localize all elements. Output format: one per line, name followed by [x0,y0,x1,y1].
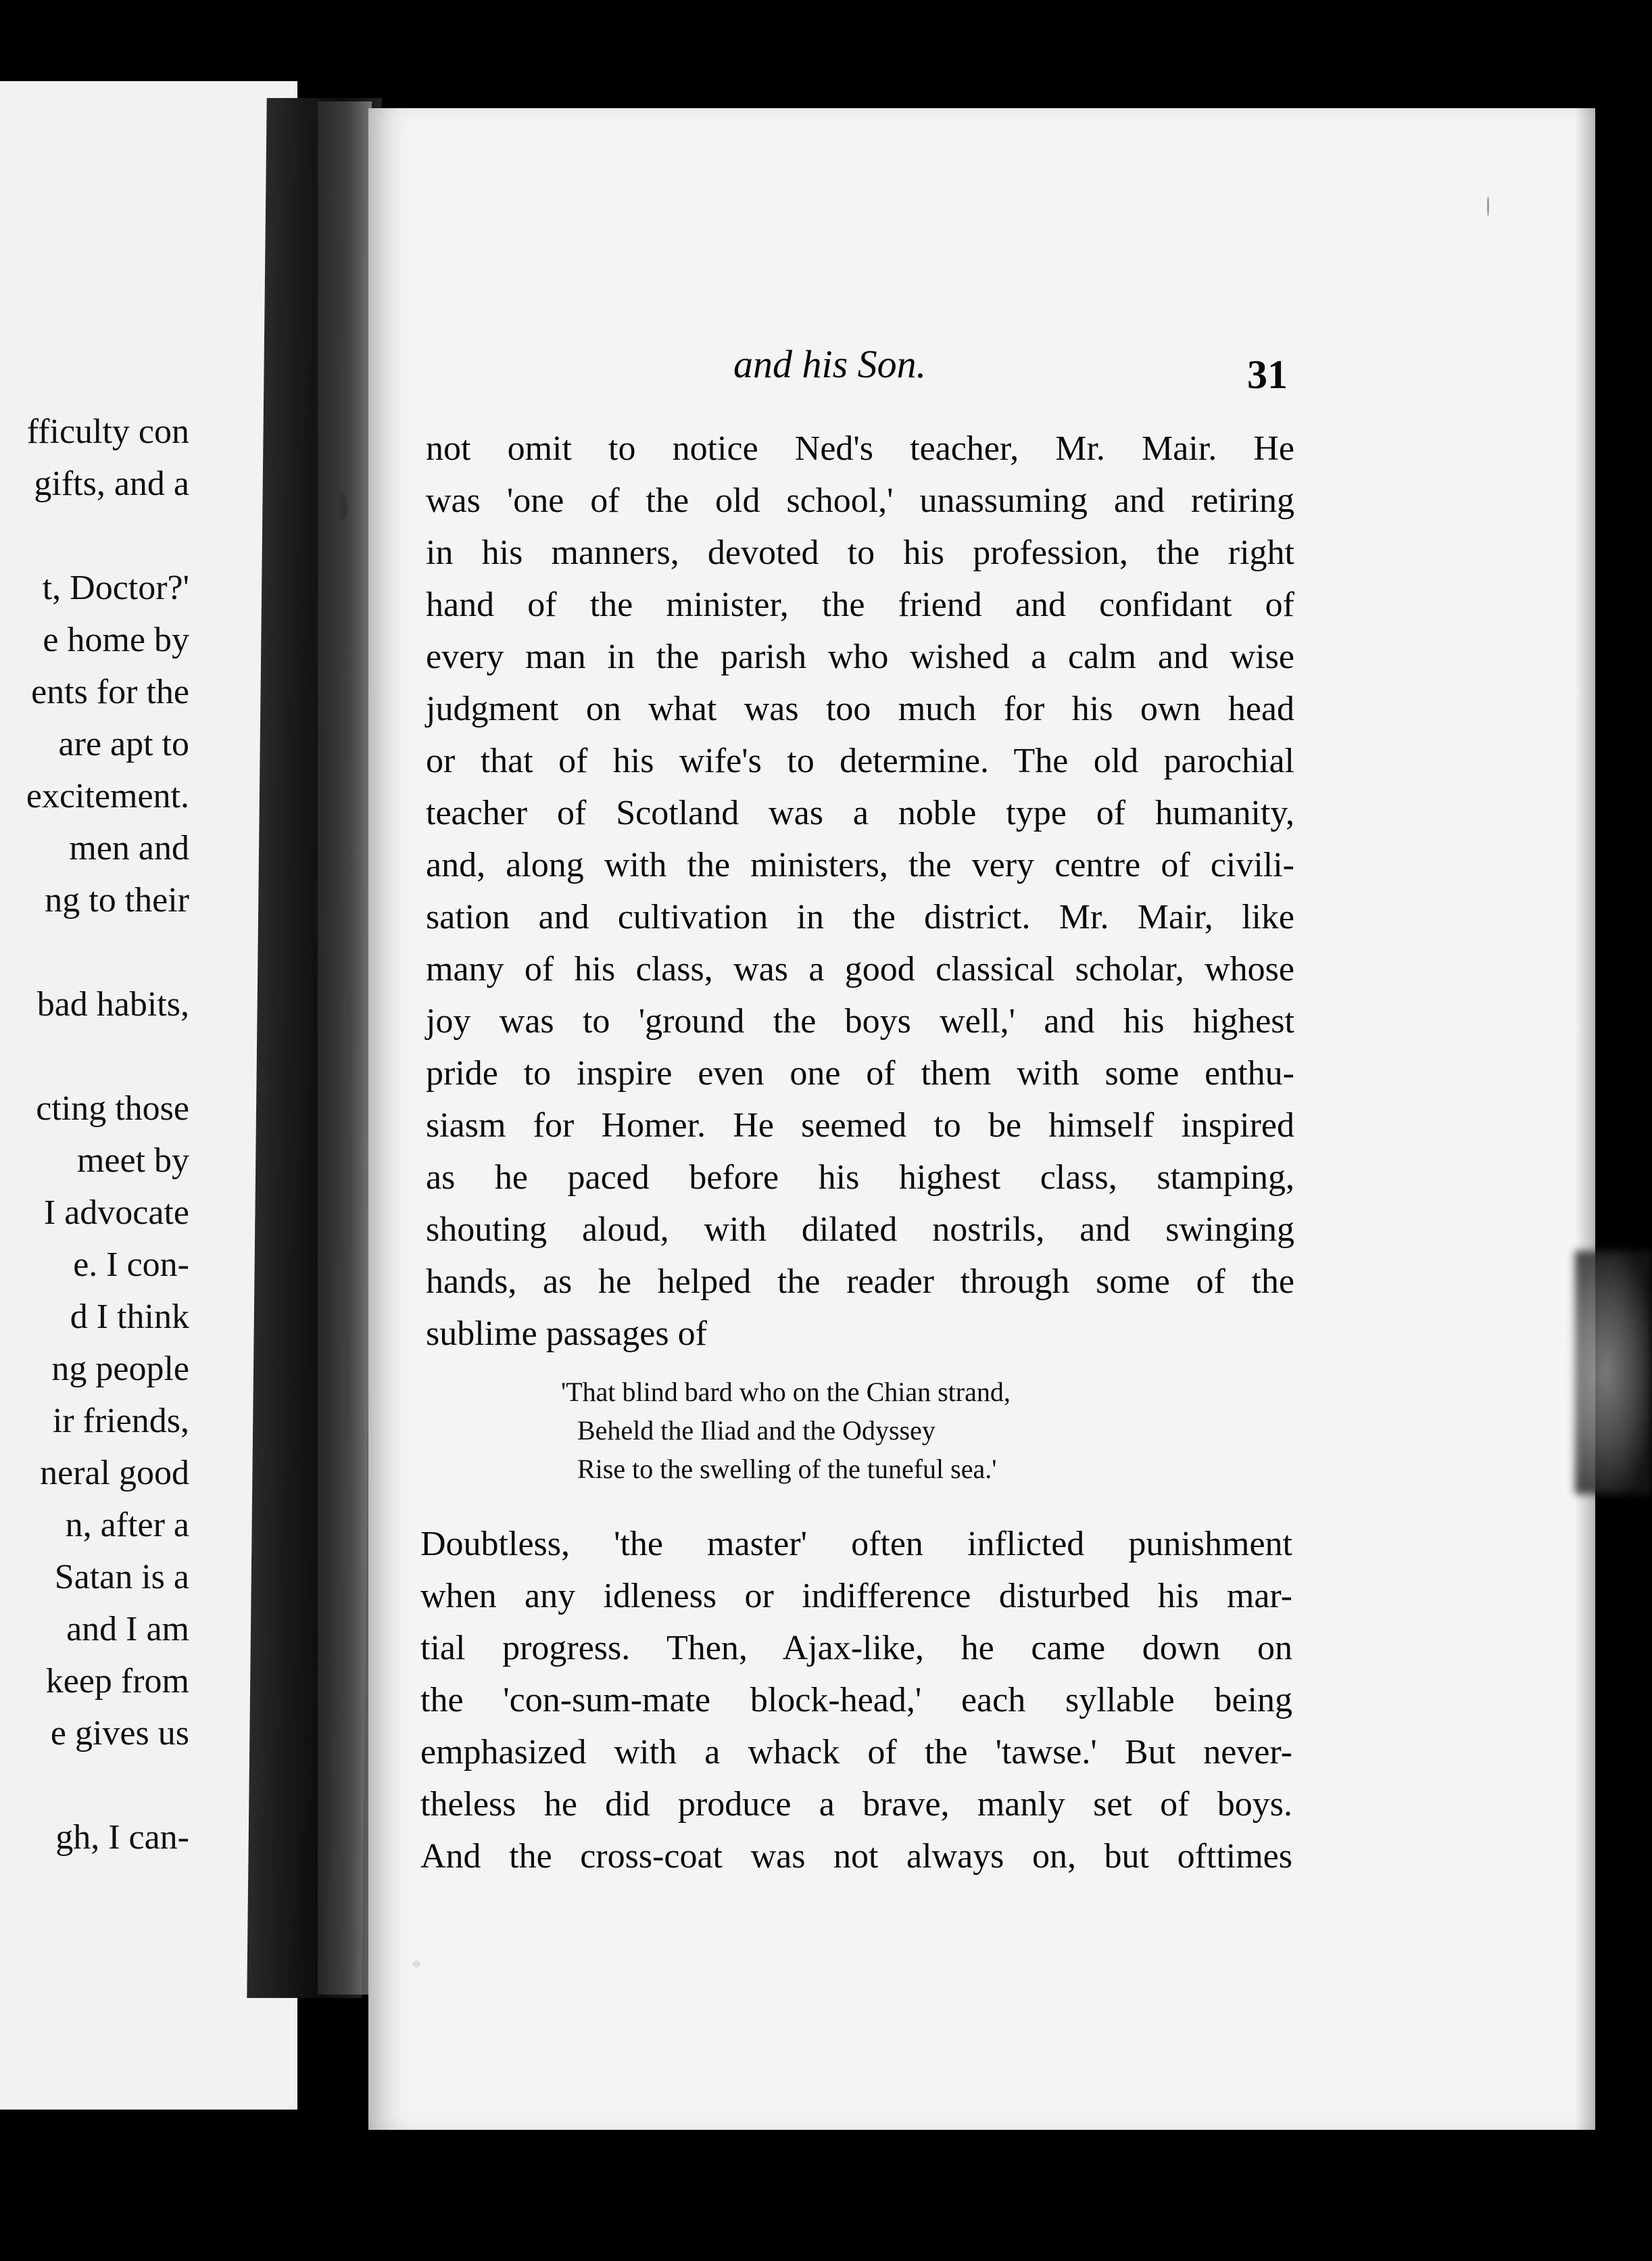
text-line: when any idleness or indifference disturbed his mar- [420,1577,1292,1615]
page-number: 31 [1247,352,1288,397]
left-line: Satan is a [54,1558,189,1596]
quote-line: Rise to the swelling of the tuneful sea.' [577,1454,997,1484]
left-line: e home by [43,621,189,659]
text-line: judgment on what was too much for his own head [426,690,1294,728]
left-line: are apt to [58,725,189,763]
left-line: fficulty con [26,412,189,451]
left-line: e. I con- [73,1245,189,1284]
ink-speck [328,196,332,200]
left-line: e gives us [50,1714,189,1753]
left-line: ng people [51,1350,189,1388]
left-line: meet by [76,1141,189,1180]
text-line: shouting aloud, with dilated nostrils, and swinging [426,1210,1294,1249]
scan-artifact [1575,1251,1652,1494]
ink-speck [338,494,347,521]
left-line: keep from [45,1662,189,1700]
left-line: gh, I can- [55,1818,189,1857]
quote-line: Beheld the Iliad and the Odyssey [577,1415,936,1446]
text-line: teacher of Scotland was a noble type of humanity, [426,794,1294,832]
left-line: excitement. [26,777,189,815]
left-page-text [0,406,189,1863]
text-line: tial progress. Then, Ajax-like, he came down on [420,1629,1292,1667]
text-line: hand of the minister, the friend and confidant of [426,586,1294,624]
gutter-shadow [318,101,372,1995]
text-line: as he paced before his highest class, stamping, [426,1158,1294,1197]
text-line: in his manners, devoted to his profession, the right [426,533,1294,572]
text-line: hands, as he helped the reader through some of the [426,1262,1294,1301]
text-line: was 'one of the old school,' unassuming and retiring [426,481,1294,520]
text-line: and, along with the ministers, the very centre of civili- [426,846,1294,884]
text-line: And the cross-coat was not always on, but ofttimes [420,1837,1292,1876]
paragraph-1 [426,423,1294,1360]
text-line: pride to inspire even one of them with some enthu- [426,1054,1294,1093]
left-line: cting those [36,1089,189,1128]
left-line: gifts, and a [34,465,189,503]
left-line: t, Doctor?' [42,569,189,607]
left-line: I advocate [43,1193,189,1232]
text-line: or that of his wife's to determine. The old parochial [426,742,1294,780]
text-line: every man in the parish who wished a calm and wise [426,638,1294,676]
left-line: neral good [40,1454,189,1492]
verse-quotation [561,1373,1169,1488]
left-line: n, after a [65,1506,189,1544]
left-line [0,510,189,562]
text-line: sublime passages of [426,1314,707,1353]
text-line: many of his class, was a good classical scholar, whose [426,950,1294,989]
running-header: and his Son. [733,342,927,386]
text-line: not omit to notice Ned's teacher, Mr. Mair. He [426,429,1294,468]
text-line: emphasized with a whack of the 'tawse.' But never- [420,1733,1292,1771]
left-line: bad habits, [37,985,189,1024]
text-line: Doubtless, 'the master' often inflicted punishment [420,1525,1292,1563]
ink-speck [412,1961,420,1968]
text-line: siasm for Homer. He seemed to be himself inspired [426,1106,1294,1145]
text-line: theless he did produce a brave, manly set of boys. [420,1785,1292,1824]
left-line [0,926,189,978]
left-line: ng to their [45,881,189,920]
text-line: the 'con-sum-mate block-head,' each syllable being [420,1681,1292,1719]
ink-speck [1487,196,1489,216]
left-line: d I think [70,1298,189,1336]
text-line: joy was to 'ground the boys well,' and his highest [426,1002,1294,1041]
left-line: ir friends, [52,1402,189,1440]
text-line: sation and cultivation in the district. Mr. Mair, like [426,898,1294,936]
left-line: men and [69,829,189,867]
left-line: ents for the [31,673,189,711]
paragraph-2 [420,1518,1292,1882]
left-line [0,1759,189,1811]
left-line [0,1030,189,1082]
quote-line: 'That blind bard who on the Chian strand, [561,1377,1011,1407]
left-line: and I am [66,1610,189,1648]
